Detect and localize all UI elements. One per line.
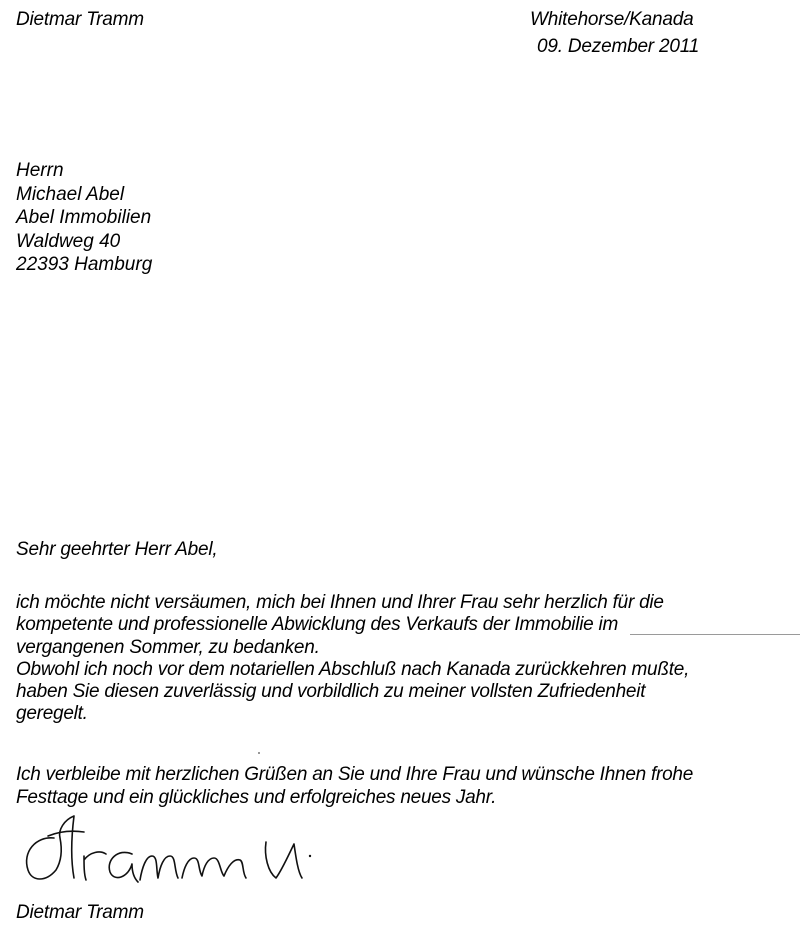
signature-name: Dietmar Tramm: [16, 902, 144, 923]
letter-place: Whitehorse/Kanada: [530, 9, 694, 30]
scan-rule-line: [630, 634, 800, 635]
scan-speck: [258, 752, 260, 754]
paragraph-line: kompetente und professionelle Abwicklung des Verkaufs der Immobilie im: [16, 614, 619, 636]
paragraph-line: ich möchte nicht versäumen, mich bei Ihnen und Ihrer Frau sehr herzlich für die: [16, 592, 664, 613]
paragraph-line: Obwohl ich noch vor dem notariellen Abschluß nach Kanada zurückkehren mußte,: [16, 658, 690, 680]
paragraph-closing: [16, 763, 693, 809]
recipient-street: Waldweg 40: [16, 230, 121, 252]
recipient-salutation-line: Herrn: [16, 160, 64, 181]
recipient-city: 22393 Hamburg: [16, 254, 153, 275]
recipient-address: [16, 159, 152, 277]
handwritten-signature: [14, 812, 324, 892]
paragraph-line: vergangenen Sommer, zu bedanken.: [16, 636, 320, 658]
recipient-name: Michael Abel: [16, 183, 125, 205]
paragraph-line: Festtage und ein glückliches und erfolgreiches neues Jahr.: [16, 787, 497, 808]
sender-name: Dietmar Tramm: [16, 9, 144, 30]
paragraph-thanks: [16, 592, 689, 726]
recipient-company: Abel Immobilien: [16, 207, 152, 228]
paragraph-line: geregelt.: [16, 703, 88, 725]
paragraph-line: haben Sie diesen zuverlässig und vorbildlich zu meiner vollsten Zufriedenheit: [16, 681, 646, 703]
letter-salutation: Sehr geehrter Herr Abel,: [16, 539, 218, 560]
letter-date: 09. Dezember 2011: [537, 36, 700, 57]
paragraph-line: Ich verbleibe mit herzlichen Grüßen an Sie und Ihre Frau und wünsche Ihnen frohe: [16, 764, 694, 785]
